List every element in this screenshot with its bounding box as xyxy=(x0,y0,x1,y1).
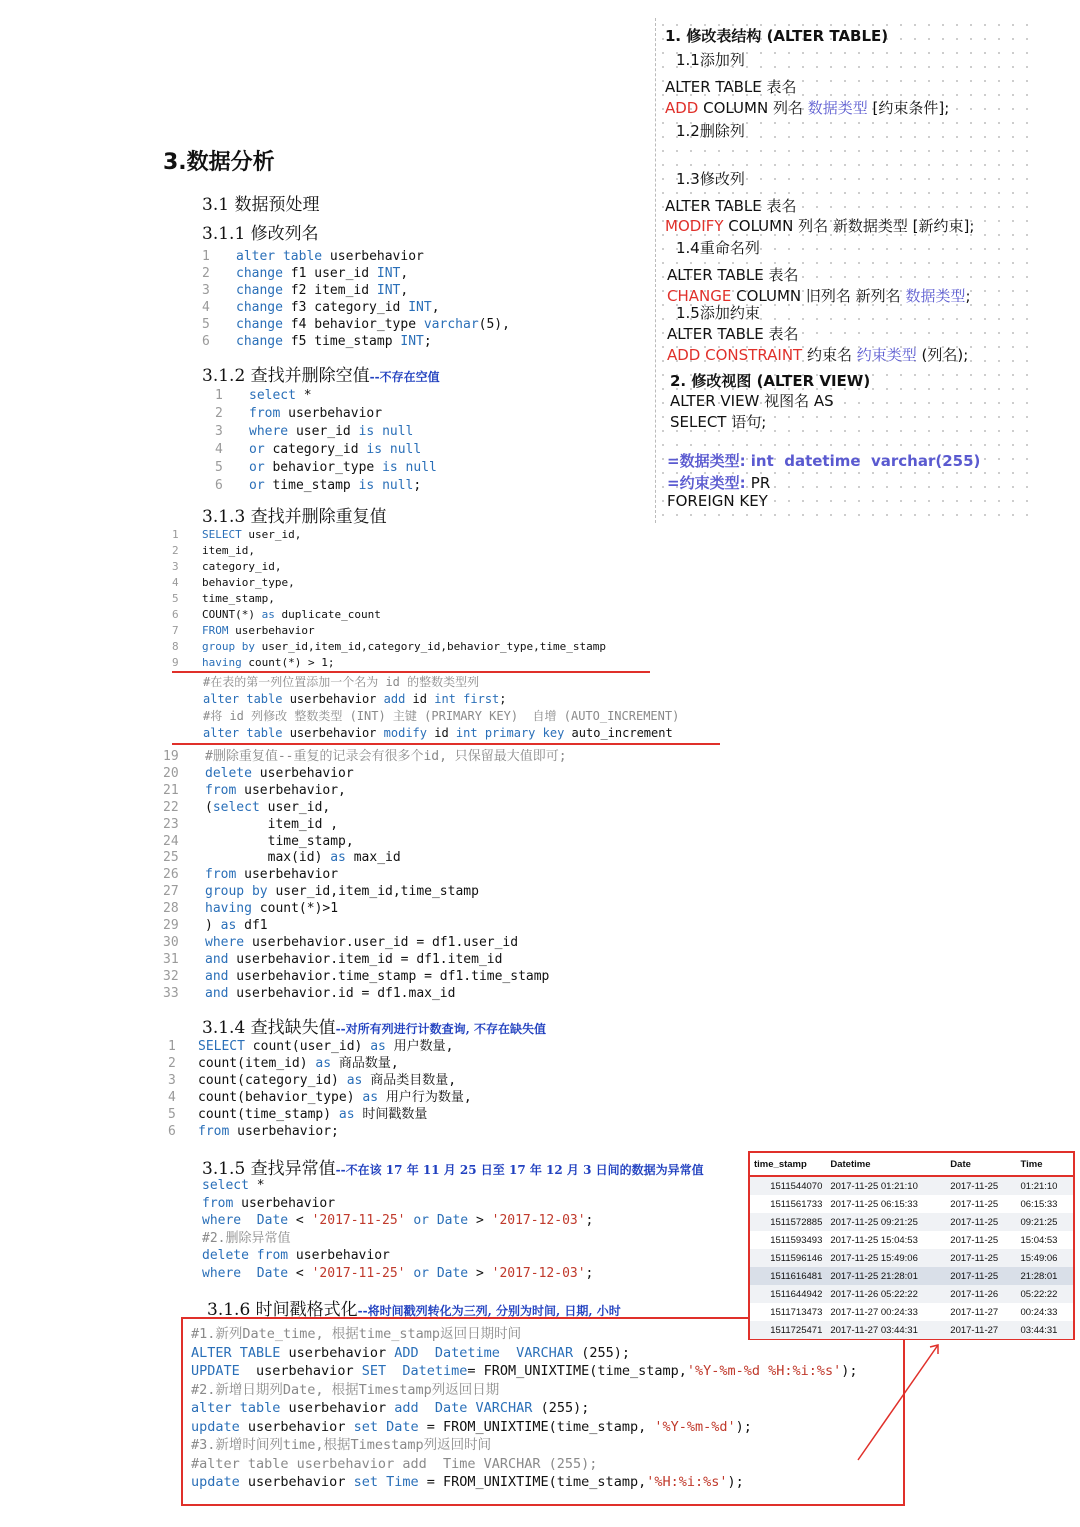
code-line: alter table userbehavior add id int first; xyxy=(203,692,507,706)
code-text: #删除重复值--重复的记录会有很多个id, 只保留最大值即可; xyxy=(205,749,567,764)
table-header-cell: Datetime xyxy=(826,1153,946,1176)
panel-line-f3: FOREIGN KEY xyxy=(667,492,768,510)
code-text: item_id , xyxy=(205,816,339,832)
code-text: FROM userbehavior xyxy=(202,624,315,637)
code-line xyxy=(172,591,606,607)
code-line xyxy=(168,1089,472,1106)
code-line xyxy=(202,333,510,350)
kw-add-constraint: ADD CONSTRAINT xyxy=(667,346,803,364)
code-text: change f3 category_id INT, xyxy=(236,300,440,315)
line-number: 4 xyxy=(168,1090,176,1105)
panel-line-c1: ALTER TABLE 表名 xyxy=(667,266,799,284)
panel-sub-1-5: 1.5添加约束 xyxy=(676,304,760,322)
code-line xyxy=(168,1038,472,1055)
txt-d2d: (列名); xyxy=(916,346,969,364)
code-text: and userbehavior.id = df1.max_id xyxy=(205,985,456,1001)
code-outlier xyxy=(202,1177,593,1283)
line-number: 5 xyxy=(168,1107,176,1122)
heading-preprocess: 3.1 数据预处理 xyxy=(202,195,320,215)
red-underline-2 xyxy=(172,743,720,745)
panel-line-d2 xyxy=(667,344,968,365)
heading-null-text: 3.1.2 查找并删除空值 xyxy=(202,366,370,386)
code-line xyxy=(215,459,437,477)
code-text: change f4 behavior_type varchar(5), xyxy=(236,317,510,332)
line-number: 6 xyxy=(168,1124,176,1139)
table-cell: 2017-11-25 xyxy=(950,1234,999,1246)
table-cell: 1511572885 xyxy=(750,1213,826,1231)
code-line xyxy=(163,834,567,851)
code-text: time_stamp, xyxy=(205,833,354,849)
line-number: 1 xyxy=(168,1039,176,1054)
code-text: group by user_id,item_id,time_stamp xyxy=(205,884,479,900)
code-line xyxy=(163,850,567,867)
code-text: select * xyxy=(249,388,312,403)
heading-outlier-text: 3.1.5 查找异常值 xyxy=(202,1159,336,1179)
line-number: 22 xyxy=(163,799,179,815)
code-line xyxy=(172,559,606,575)
table-cell: 15:49:06 xyxy=(1016,1249,1073,1267)
code-line xyxy=(163,918,567,935)
code-line xyxy=(163,969,567,986)
line-number: 2 xyxy=(202,266,210,281)
line-number: 2 xyxy=(168,1056,176,1071)
code-text: category_id, xyxy=(202,560,282,573)
table-cell: 05:22:22 xyxy=(1016,1285,1073,1303)
code-text: delete userbehavior xyxy=(205,765,354,781)
table-cell: 2017-11-25 15:49:06 xyxy=(826,1249,946,1267)
line-number: 5 xyxy=(215,460,223,475)
line-number: 3 xyxy=(202,283,210,298)
code-line xyxy=(215,477,437,495)
line-number: 1 xyxy=(215,388,223,403)
code-text: change f1 user_id INT, xyxy=(236,266,409,281)
table-row xyxy=(750,1176,1073,1195)
table-cell: 06:15:33 xyxy=(1020,1198,1058,1210)
note-null: --不存在空值 xyxy=(369,370,440,384)
table-row xyxy=(750,1303,1073,1321)
table-row xyxy=(750,1249,1073,1267)
line-number: 26 xyxy=(163,867,179,883)
txt-f2b: PR xyxy=(750,474,771,492)
table-header-cell: Time xyxy=(1016,1153,1073,1176)
red-underline-1 xyxy=(172,671,650,673)
code-line xyxy=(163,952,567,969)
line-number: 25 xyxy=(163,850,179,866)
line-number: 5 xyxy=(172,592,179,605)
code-text: ) as df1 xyxy=(205,918,268,934)
table-cell: 1511725471 xyxy=(750,1321,826,1339)
line-number: 29 xyxy=(163,918,179,934)
table-cell: 00:24:33 xyxy=(1020,1306,1058,1318)
table-cell: 2017-11-25 xyxy=(946,1267,1016,1285)
code-line xyxy=(172,575,606,591)
code-line xyxy=(202,248,510,265)
heading-dup: 3.1.3 查找并删除重复值 xyxy=(202,507,387,527)
code-text: COUNT(*) as duplicate_count xyxy=(202,608,381,621)
code-text: item_id, xyxy=(202,544,255,557)
line-number: 30 xyxy=(163,934,179,950)
code-line: #alter table userbehavior add Time VARCHAR (255); xyxy=(191,1455,598,1472)
table-cell: 2017-11-27 xyxy=(946,1321,1016,1339)
note-ts: --将时间戳列转化为三列, 分别为时间, 日期, 小时 xyxy=(357,1304,621,1318)
code-line xyxy=(215,405,437,423)
heading-rename: 3.1.1 修改列名 xyxy=(202,224,319,244)
line-number: 4 xyxy=(202,300,210,315)
code-text: where userbehavior.user_id = df1.user_id xyxy=(205,934,519,950)
line-number: 5 xyxy=(202,317,210,332)
code-line: update userbehavior set Date = FROM_UNIXTIME(time_stamp, '%Y-%m-%d'); xyxy=(191,1418,752,1435)
code-line: #3.新增时间列time,根据Timestamp列返回时间 xyxy=(191,1437,492,1453)
code-line: #将 id 列修改 整数类型 (INT) 主键 (PRIMARY KEY) 自增 (AUTO_INCREMENT) xyxy=(203,709,680,723)
line-number: 24 xyxy=(163,833,179,849)
code-line: alter table userbehavior add Date VARCHAR (255); xyxy=(191,1400,590,1416)
arrow-line xyxy=(858,1345,938,1460)
line-number: 4 xyxy=(215,442,223,457)
code-text: having count(*)>1 xyxy=(205,901,339,917)
table-cell: 1511596146 xyxy=(750,1249,826,1267)
code-text: SELECT count(user_id) as 用户数量, xyxy=(198,1039,454,1054)
line-number: 1 xyxy=(172,528,179,541)
table-cell: 2017-11-25 xyxy=(946,1213,1016,1231)
code-text: count(behavior_type) as 用户行为数量, xyxy=(198,1090,472,1105)
code-line xyxy=(163,783,567,800)
code-text: or category_id is null xyxy=(249,442,422,457)
code-line: UPDATE userbehavior SET Datetime= FROM_UNIXTIME(time_stamp,'%Y-%m-%d %H:%i:%s'); xyxy=(191,1363,858,1379)
table-cell: 2017-11-25 01:21:10 xyxy=(826,1176,946,1195)
code-line xyxy=(163,986,567,1003)
table-body xyxy=(750,1176,1073,1339)
table-cell: 1511713473 xyxy=(770,1306,823,1318)
code-line xyxy=(168,1106,472,1123)
heading-missing-text: 3.1.4 查找缺失值 xyxy=(202,1018,336,1038)
line-number: 3 xyxy=(168,1073,176,1088)
code-line: where Date < '2017-11-25' or Date > '2017-12-03'; xyxy=(202,1265,594,1281)
table-cell: 2017-11-26 05:22:22 xyxy=(826,1285,946,1303)
code-text: (select user_id, xyxy=(205,799,331,815)
txt-c2c: 数据类型 xyxy=(905,287,966,305)
line-number: 19 xyxy=(163,749,179,764)
line-number: 31 xyxy=(163,951,179,967)
code-dup xyxy=(172,527,606,671)
line-number: 2 xyxy=(172,544,179,557)
table-cell: 1511593493 xyxy=(770,1234,823,1246)
code-line: alter table userbehavior modify id int primary key auto_increment xyxy=(203,726,673,740)
ts-code-box xyxy=(181,1317,905,1506)
line-number: 8 xyxy=(172,640,179,653)
table-cell: 01:21:10 xyxy=(1016,1176,1073,1195)
table-row xyxy=(750,1213,1073,1231)
code-text: from userbehavior, xyxy=(205,782,346,798)
table-cell: 21:28:01 xyxy=(1016,1267,1073,1285)
code-missing xyxy=(168,1038,472,1140)
code-null xyxy=(215,387,437,495)
code-line xyxy=(215,441,437,459)
code-line: from userbehavior xyxy=(202,1195,336,1211)
code-line xyxy=(172,639,606,655)
kw-add: ADD xyxy=(665,99,699,117)
code-line xyxy=(202,265,510,282)
panel-line-b1: ALTER TABLE 表名 xyxy=(665,197,797,215)
line-number: 32 xyxy=(163,968,179,984)
table-cell: 1511644942 xyxy=(750,1285,826,1303)
table-header-row xyxy=(750,1153,1073,1176)
table-cell: 2017-11-27 03:44:31 xyxy=(826,1321,946,1339)
txt-d2b: 约束名 xyxy=(802,346,857,364)
panel-sub-1-4: 1.4重命名列 xyxy=(676,239,760,257)
panel-line-e1: ALTER VIEW 视图名 AS xyxy=(670,392,834,410)
txt-a2d: [约束条件]; xyxy=(867,99,950,117)
line-number: 20 xyxy=(163,765,179,781)
heading-ts-text: 3.1.6 时间戳格式化 xyxy=(207,1300,358,1320)
panel-line-a1: ALTER TABLE 表名 xyxy=(665,78,797,96)
code-line xyxy=(215,387,437,405)
table-cell: 2017-11-27 xyxy=(950,1306,999,1318)
table-row xyxy=(750,1267,1073,1285)
code-line xyxy=(202,316,510,333)
line-number: 1 xyxy=(202,249,210,264)
code-text: SELECT user_id, xyxy=(202,528,302,541)
code-line xyxy=(163,749,567,766)
code-text: or behavior_type is null xyxy=(249,460,437,475)
code-line: #在表的第一列位置添加一个名为 id 的整数类型列 xyxy=(203,675,480,689)
code-text: from userbehavior xyxy=(249,406,383,421)
table-row xyxy=(750,1285,1073,1303)
line-number: 21 xyxy=(163,782,179,798)
code-text: change f5 time_stamp INT; xyxy=(236,334,432,349)
code-ts xyxy=(191,1325,858,1492)
code-line xyxy=(163,884,567,901)
code-line xyxy=(163,817,567,834)
heading-null xyxy=(202,361,440,386)
txt-b2b: COLUMN 列名 新数据类型 [新约束]; xyxy=(723,217,975,235)
line-number: 6 xyxy=(215,478,223,493)
code-text: from userbehavior; xyxy=(198,1124,339,1139)
code-line xyxy=(168,1123,472,1140)
panel-line-f2 xyxy=(667,472,770,493)
code-line xyxy=(163,867,567,884)
heading-outlier xyxy=(202,1154,704,1179)
line-number: 6 xyxy=(202,334,210,349)
code-text: count(category_id) as 商品类目数量, xyxy=(198,1073,457,1088)
line-number: 3 xyxy=(172,560,179,573)
code-line xyxy=(168,1055,472,1072)
code-line xyxy=(202,299,510,316)
table-cell: 03:44:31 xyxy=(1016,1321,1073,1339)
panel-sub-1-1: 1.1添加列 xyxy=(676,51,745,69)
code-line xyxy=(163,766,567,783)
panel-line-e2: SELECT 语句; xyxy=(670,413,767,431)
code-line xyxy=(202,282,510,299)
code-deldup xyxy=(163,749,567,1003)
table-cell: 2017-11-25 09:21:25 xyxy=(826,1213,946,1231)
code-line: delete from userbehavior xyxy=(202,1248,390,1264)
code-rename xyxy=(202,248,510,350)
code-line xyxy=(172,527,606,543)
txt-c2b: COLUMN 旧列名 新列名 xyxy=(731,287,906,305)
code-text: alter table userbehavior xyxy=(236,249,424,264)
code-line: #2.删除异常值 xyxy=(202,1230,291,1246)
table-row xyxy=(750,1231,1073,1249)
table-header-cell: Date xyxy=(946,1153,1016,1176)
code-line xyxy=(163,901,567,918)
code-line: #1.新列Date_time, 根据time_stamp返回日期时间 xyxy=(191,1326,522,1342)
kw-change: CHANGE xyxy=(667,287,732,305)
code-line: #2.新增日期列Date, 根据Timestamp列返回日期 xyxy=(191,1381,500,1398)
table-header-cell: time_stamp xyxy=(750,1153,826,1176)
code-line: update userbehavior set Time = FROM_UNIXTIME(time_stamp,'%H:%i:%s'); xyxy=(191,1474,744,1490)
line-number: 9 xyxy=(172,656,179,669)
result-grid xyxy=(750,1153,1073,1339)
code-line: select * xyxy=(202,1178,265,1193)
code-line xyxy=(172,655,606,671)
note-missing: --对所有列进行计数查询, 不存在缺失值 xyxy=(335,1022,546,1036)
panel-line-b2 xyxy=(665,215,974,236)
code-line: ALTER TABLE userbehavior ADD Datetime VARCHAR (255); xyxy=(191,1344,630,1361)
txt-f2a: =约束类型: xyxy=(667,474,751,492)
code-addid xyxy=(203,674,679,742)
panel-sub-1-3: 1.3修改列 xyxy=(676,170,745,188)
code-text: or time_stamp is null; xyxy=(249,478,422,493)
line-number: 7 xyxy=(172,624,179,637)
arrow-annotation xyxy=(850,1335,950,1465)
section-title: 3.数据分析 xyxy=(163,150,275,175)
code-text: group by user_id,item_id,category_id,behavior_type,time_stamp xyxy=(202,640,606,653)
panel-title-1: 1. 修改表结构 (ALTER TABLE) xyxy=(665,27,889,45)
code-line xyxy=(163,935,567,952)
code-line xyxy=(215,423,437,441)
code-text: count(time_stamp) as 时间戳数量 xyxy=(198,1107,428,1122)
code-text: and userbehavior.time_stamp = df1.time_stamp xyxy=(205,968,550,984)
table-cell: 09:21:25 xyxy=(1016,1213,1073,1231)
table-cell: 2017-11-25 15:04:53 xyxy=(830,1234,918,1246)
code-line xyxy=(163,800,567,817)
txt-d2c: 约束类型 xyxy=(856,346,917,364)
table-cell: 2017-11-25 06:15:33 xyxy=(830,1198,918,1210)
table-cell: 2017-11-26 xyxy=(946,1285,1016,1303)
table-cell: 2017-11-25 21:28:01 xyxy=(826,1267,946,1285)
code-text: max(id) as max_id xyxy=(205,850,401,866)
panel-sub-1-2: 1.2删除列 xyxy=(676,122,745,140)
line-number: 33 xyxy=(163,985,179,1001)
code-text: change f2 item_id INT, xyxy=(236,283,409,298)
txt-c2d: ; xyxy=(965,287,971,305)
code-line xyxy=(172,623,606,639)
table-cell: 2017-11-25 xyxy=(950,1198,999,1210)
panel-title-2: 2. 修改视图 (ALTER VIEW) xyxy=(670,372,871,390)
code-text: from userbehavior xyxy=(205,867,339,883)
timestamp-result-table xyxy=(748,1151,1075,1340)
txt-a2b: COLUMN 列名 xyxy=(698,99,808,117)
code-text: and userbehavior.item_id = df1.item_id xyxy=(205,951,503,967)
code-line xyxy=(168,1072,472,1089)
txt-a2c: 数据类型 xyxy=(807,99,868,117)
panel-line-f1: =数据类型: int datetime varchar(255) xyxy=(667,452,981,470)
line-number: 2 xyxy=(215,406,223,421)
table-cell: 2017-11-25 xyxy=(946,1249,1016,1267)
table-cell: 1511616481 xyxy=(750,1267,826,1285)
line-number: 27 xyxy=(163,884,179,900)
line-number: 23 xyxy=(163,816,179,832)
table-row xyxy=(750,1195,1073,1213)
table-cell: 2017-11-25 xyxy=(946,1176,1016,1195)
code-line xyxy=(172,543,606,559)
panel-line-a2 xyxy=(665,97,949,118)
line-number: 28 xyxy=(163,901,179,917)
note-outlier: --不在该 17 年 11 月 25 日至 17 年 12 月 3 日间的数据为异常值 xyxy=(335,1163,704,1177)
code-line: where Date < '2017-11-25' or Date > '2017-12-03'; xyxy=(202,1213,594,1229)
code-text: count(item_id) as 商品数量, xyxy=(198,1056,399,1071)
table-cell: 2017-11-27 00:24:33 xyxy=(830,1306,918,1318)
heading-missing xyxy=(202,1013,546,1038)
kw-modify: MODIFY xyxy=(665,217,724,235)
code-text: having count(*) > 1; xyxy=(202,656,335,669)
table-cell: 15:04:53 xyxy=(1020,1234,1058,1246)
code-text: where user_id is null xyxy=(249,424,414,439)
panel-line-d1: ALTER TABLE 表名 xyxy=(667,325,799,343)
table-cell: 1511544070 xyxy=(750,1176,826,1195)
table-cell: 1511561733 xyxy=(770,1198,823,1210)
code-text: behavior_type, xyxy=(202,576,295,589)
line-number: 3 xyxy=(215,424,223,439)
code-text: time_stamp, xyxy=(202,592,275,605)
line-number: 4 xyxy=(172,576,179,589)
line-number: 6 xyxy=(172,608,179,621)
code-line xyxy=(172,607,606,623)
alter-notes-panel xyxy=(655,18,1034,523)
